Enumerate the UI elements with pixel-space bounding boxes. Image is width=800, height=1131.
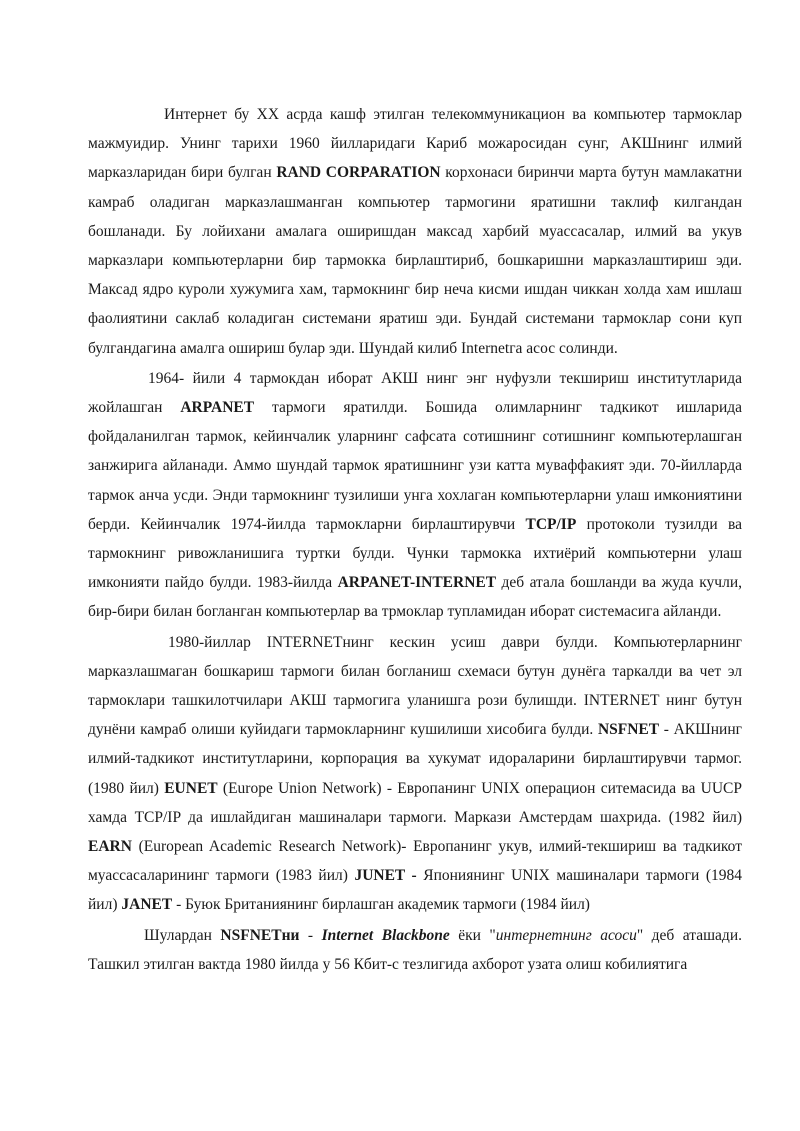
text-run: протоколи тузилди ва тармокнинг ривожланишига туртки булди. Чунки тармокка ихтиёрий компьютерни улаш имконияти пайдо булди. 1983-йилда xyxy=(88,515,742,592)
emphasis-term: EUNET xyxy=(164,779,218,797)
emphasis-term: интернетнинг асоси xyxy=(495,926,637,944)
emphasis-term: EARN xyxy=(88,838,132,856)
emphasis-term: NSFNETни xyxy=(220,926,300,944)
text-run: ёки " xyxy=(449,926,496,944)
text-run: корхонаси биринчи марта бутун мамлакатни камраб оладиган марказлашманган компьютер тармогини яратишни таклиф килгандан бошланади. Бу лойихани амалага оширишдан максад харбий муассасалар, илмий ва укув марказлари компьютерларни бир тармокка бирлаштириб, бошкаришни марказлаштириш эди. Максад ядро куроли хужумига хам, тармокнинг бир неча кисми ишдан чиккан холда хам ишлаш фаолиятини саклаб коладиган системани яратиш эди. Бундай системани тармоклар сони куп булгандагина амалга ошириш булар эди. Шундай килиб Internetга асос солинди. xyxy=(88,164,742,357)
text-run: (European Academic Research Network)- Европанинг укув, илмий-текшириш ва тадкикот муассасаларининг тармоги (1983 йил) xyxy=(88,838,742,885)
emphasis-term: RAND CORPARATION xyxy=(276,164,441,182)
text-run: - Буюк Британиянинг бирлашган академик тармоги (1984 йил) xyxy=(172,896,590,914)
text-run: - xyxy=(299,926,322,944)
emphasis-term: Internet Blackbone xyxy=(321,926,450,944)
text-run: деб атала бошланди ва жуда кучли, бир-бири билан богланган компьютерлар ва трмоклар тупламидан иборат системасига айланди. xyxy=(88,574,742,621)
text-run: - АКШнинг илмий-тадкикот институтларини, корпорация ва хукумат идораларини бирлаштирувчи тармог. (1980 йил) xyxy=(88,721,742,797)
paragraph-arpanet xyxy=(88,364,742,627)
emphasis-term: JUNET - xyxy=(354,867,417,885)
emphasis-term: NSFNET xyxy=(597,721,660,739)
paragraph-internet-origin xyxy=(88,100,742,363)
text-run: Интернет бу XX асрда кашф этилган телекоммуникацион ва компьютер тармоклар мажмуидир. Унинг тарихи 1960 йилларидаги Кариб можаросидан сунг, АКШнинг илмий марказларидан бири булган xyxy=(88,106,742,182)
text-run: " деб аташади. Ташкил этилган вактда 1980 йилда у 56 Кбит-с тезлигида ахборот узата олиш кобилиятига xyxy=(88,926,742,973)
text-run: Шулардан xyxy=(144,926,221,944)
emphasis-term: ARPANET xyxy=(180,399,255,417)
text-run: (Europe Union Network) - Европанинг UNIX операцион ситемасида ва UUCP хамда TCP/IP да ишлайдиган машиналари тармоги. Маркази Амстердам шахрида. (1982 йил) xyxy=(88,779,742,826)
paragraph-nsfnet-backbone xyxy=(88,921,742,979)
document-page xyxy=(88,100,742,979)
text-run: Япониянинг UNIX машиналари тармоги (1984 йил) xyxy=(88,867,742,914)
emphasis-term: ARPANET-INTERNET xyxy=(337,574,497,592)
text-run: тармоги яратилди. Бошида олимларнинг тадкикот ишларида фойдаланилган тармок, кейинчалик уларнинг сафсата сотишнинг сотишнинг компьютерлашган занжирига айланади. Аммо шундай тармок яратишнинг узи катта муваффакият эди. 70-йилларда тармок анча усди. Энди тармокнинг тузилиши унга хохлаган компьютерларни улаш имкониятини берди. Кейинчалик 1974-йилда тармокларни бирлаштирувчи xyxy=(88,399,743,533)
emphasis-term: TCP/IP xyxy=(525,515,577,533)
text-run: 1964- йили 4 тармокдан иборат АКШ нинг энг нуфузли текшириш институтларида жойлашган xyxy=(88,369,742,417)
emphasis-term: JANET xyxy=(121,896,173,914)
paragraph-1980s-growth xyxy=(88,628,742,920)
text-run: 1980-йиллар INTERNETнинг кескин усиш даври булди. Компьютерларнинг марказлашмаган бошкариш тармоги билан богланиш схемаси бутун дунёга таркалди ва чет эл тармоклари ташкилотчилари АКШ тармогига уланишга рози булишди. INTERNET нинг бутун дунёни камраб олиши куйидаги тармокларнинг кушилиши хисобига булди. xyxy=(88,633,742,739)
